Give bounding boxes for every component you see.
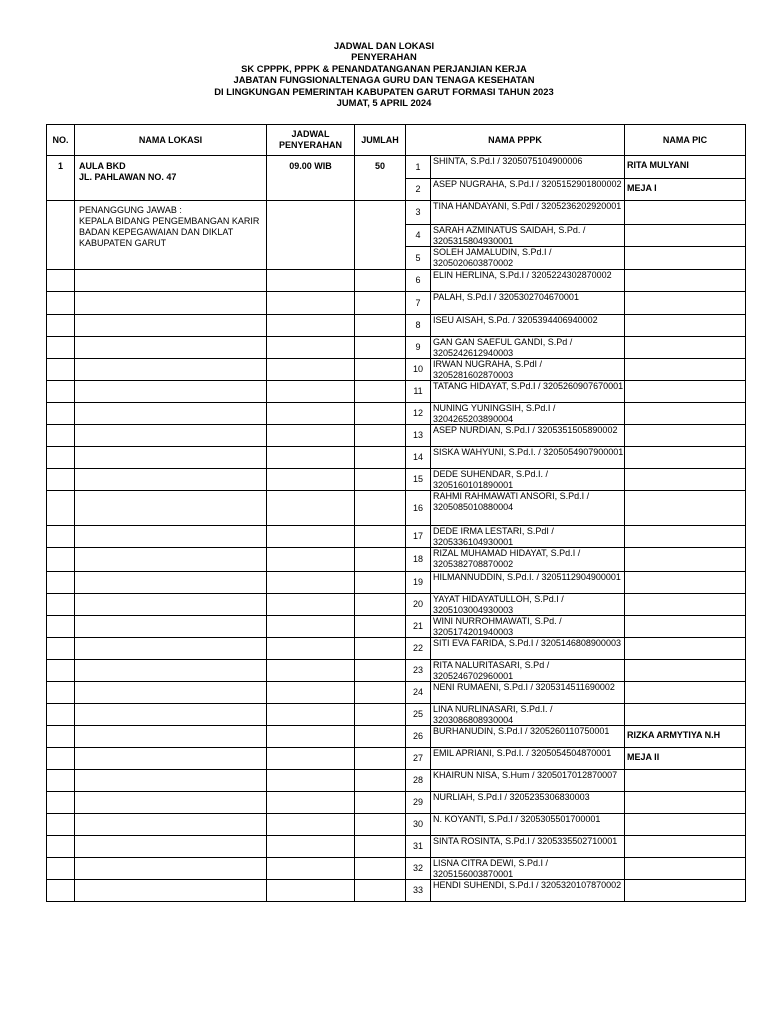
empty-cell	[355, 469, 406, 491]
empty-cell	[355, 381, 406, 403]
table-row	[47, 337, 746, 359]
empty-cell	[47, 403, 75, 425]
empty-cell	[625, 247, 746, 270]
pppk-number: 21	[406, 616, 431, 638]
empty-cell	[47, 638, 75, 660]
empty-cell	[47, 201, 75, 270]
pppk-number: 9	[406, 337, 431, 359]
empty-cell	[625, 201, 746, 225]
col-header-pic: NAMA PIC	[625, 125, 746, 156]
col-header-no: NO.	[47, 125, 75, 156]
pppk-name: SHINTA, S.Pd.I / 3205075104900006	[431, 156, 625, 179]
empty-cell	[75, 270, 267, 292]
table-row	[47, 469, 746, 491]
empty-cell	[47, 526, 75, 548]
pppk-number: 6	[406, 270, 431, 292]
empty-cell	[75, 792, 267, 814]
empty-cell	[355, 682, 406, 704]
empty-cell	[267, 315, 355, 337]
empty-cell	[47, 682, 75, 704]
table-row	[47, 270, 746, 292]
empty-cell	[47, 858, 75, 880]
pppk-name: DEDE SUHENDAR, S.Pd.I. / 3205160101890001	[431, 469, 625, 491]
empty-cell	[355, 337, 406, 359]
empty-cell	[625, 836, 746, 858]
empty-cell	[47, 594, 75, 616]
header-line-2: PENYERAHAN	[351, 51, 417, 63]
pppk-number: 2	[406, 179, 431, 201]
header-line-3: SK CPPPK, PPPK & PENANDATANGANAN PERJANJIAN KERJA	[241, 62, 527, 74]
empty-cell	[47, 770, 75, 792]
empty-cell	[355, 201, 406, 270]
pppk-number: 26	[406, 726, 431, 748]
empty-cell	[47, 447, 75, 469]
empty-cell	[75, 447, 267, 469]
empty-cell	[47, 469, 75, 491]
empty-cell	[47, 616, 75, 638]
empty-cell	[75, 359, 267, 381]
pppk-number: 1	[406, 156, 431, 179]
pppk-name: N. KOYANTI, S.Pd.I / 3205305501700001	[431, 814, 625, 836]
empty-cell	[75, 880, 267, 902]
pppk-name: HILMANNUDDIN, S.Pd.I. / 3205112904900001	[431, 572, 625, 594]
empty-cell	[75, 548, 267, 572]
empty-cell	[75, 526, 267, 548]
empty-cell	[267, 836, 355, 858]
empty-cell	[355, 638, 406, 660]
empty-cell	[47, 292, 75, 315]
pj-detail: KEPALA BIDANG PENGEMBANGAN KARIR BADAN KEPEGAWAIAN DAN DIKLAT KABUPATEN GARUT	[79, 216, 260, 248]
empty-cell	[355, 814, 406, 836]
empty-cell	[355, 292, 406, 315]
table-row	[47, 381, 746, 403]
empty-cell	[267, 425, 355, 447]
empty-cell	[625, 638, 746, 660]
empty-cell	[267, 359, 355, 381]
pppk-number: 12	[406, 403, 431, 425]
empty-cell	[267, 660, 355, 682]
pppk-name: HENDI SUHENDI, S.Pd.I / 3205320107870002	[431, 880, 625, 902]
empty-cell	[355, 858, 406, 880]
pppk-number: 28	[406, 770, 431, 792]
empty-cell	[355, 748, 406, 770]
participant-count: 50	[355, 156, 406, 201]
empty-cell	[267, 403, 355, 425]
empty-cell	[75, 491, 267, 526]
table-row	[47, 156, 746, 179]
empty-cell	[75, 814, 267, 836]
empty-cell	[47, 792, 75, 814]
empty-cell	[47, 548, 75, 572]
pppk-number: 31	[406, 836, 431, 858]
empty-cell	[625, 792, 746, 814]
empty-cell	[75, 770, 267, 792]
empty-cell	[267, 792, 355, 814]
empty-cell	[625, 425, 746, 447]
table-row	[47, 682, 746, 704]
empty-cell	[625, 526, 746, 548]
pppk-number: 4	[406, 225, 431, 247]
location-cell	[75, 156, 267, 201]
empty-cell	[75, 858, 267, 880]
header-line-5: DI LINGKUNGAN PEMERINTAH KABUPATEN GARUT FORMASI TAHUN 2023	[214, 85, 554, 97]
empty-cell	[47, 836, 75, 858]
table-row	[47, 748, 746, 770]
empty-cell	[47, 660, 75, 682]
empty-cell	[47, 270, 75, 292]
empty-cell	[47, 748, 75, 770]
col-header-jumlah: JUMLAH	[355, 125, 406, 156]
empty-cell	[267, 201, 355, 270]
empty-cell	[47, 315, 75, 337]
schedule-time: 09.00 WIB	[267, 156, 355, 201]
table-row	[47, 814, 746, 836]
location-number: 1	[47, 156, 75, 201]
pppk-name: ELIN HERLINA, S.Pd.I / 3205224302870002	[431, 270, 625, 292]
empty-cell	[267, 682, 355, 704]
empty-cell	[355, 836, 406, 858]
pppk-number: 17	[406, 526, 431, 548]
empty-cell	[75, 403, 267, 425]
empty-cell	[355, 403, 406, 425]
empty-cell	[625, 359, 746, 381]
empty-cell	[267, 381, 355, 403]
empty-cell	[625, 337, 746, 359]
pppk-number: 15	[406, 469, 431, 491]
pppk-name: PALAH, S.Pd.I / 3205302704670001	[431, 292, 625, 315]
header-line-4: JABATAN FUNGSIONALTENAGA GURU DAN TENAGA KESEHATAN	[233, 74, 535, 86]
pppk-name: KHAIRUN NISA, S.Hum / 3205017012870007	[431, 770, 625, 792]
col-header-lokasi: NAMA LOKASI	[75, 125, 267, 156]
table-row	[47, 359, 746, 381]
pppk-name: ASEP NUGRAHA, S.Pd.I / 3205152901800002	[431, 179, 625, 201]
pppk-name: YAYAT HIDAYATULLOH, S.Pd.I / 3205103004930003	[431, 594, 625, 616]
table-row	[47, 594, 746, 616]
pppk-number: 16	[406, 491, 431, 526]
empty-cell	[75, 315, 267, 337]
pppk-name: RITA NALURITASARI, S.Pd / 3205246702960001	[431, 660, 625, 682]
pppk-number: 13	[406, 425, 431, 447]
pppk-name: NURLIAH, S.Pd.I / 3205235306830003	[431, 792, 625, 814]
empty-cell	[625, 616, 746, 638]
empty-cell	[625, 225, 746, 247]
table-row	[47, 726, 746, 748]
empty-cell	[267, 814, 355, 836]
table-row	[47, 425, 746, 447]
empty-cell	[625, 660, 746, 682]
empty-cell	[625, 315, 746, 337]
empty-cell	[355, 660, 406, 682]
empty-cell	[75, 704, 267, 726]
empty-cell	[355, 447, 406, 469]
pppk-number: 5	[406, 247, 431, 270]
table-row	[47, 616, 746, 638]
pppk-name: LISNA CITRA DEWI, S.Pd.I / 3205156003870001	[431, 858, 625, 880]
location-address: JL. PAHLAWAN NO. 47	[79, 172, 177, 182]
empty-cell	[267, 748, 355, 770]
empty-cell	[267, 572, 355, 594]
empty-cell	[75, 726, 267, 748]
empty-cell	[625, 491, 746, 526]
empty-cell	[47, 381, 75, 403]
empty-cell	[75, 638, 267, 660]
empty-cell	[355, 548, 406, 572]
empty-cell	[267, 292, 355, 315]
empty-cell	[47, 491, 75, 526]
pppk-number: 3	[406, 201, 431, 225]
empty-cell	[625, 469, 746, 491]
empty-cell	[75, 425, 267, 447]
empty-cell	[267, 638, 355, 660]
pppk-number: 24	[406, 682, 431, 704]
empty-cell	[267, 526, 355, 548]
table-body	[47, 156, 746, 902]
empty-cell	[75, 748, 267, 770]
empty-cell	[267, 491, 355, 526]
pppk-name: GAN GAN SAEFUL GANDI, S.Pd / 3205242612940003	[431, 337, 625, 359]
empty-cell	[355, 704, 406, 726]
empty-cell	[75, 381, 267, 403]
table-row	[47, 792, 746, 814]
table-row	[47, 548, 746, 572]
pic-name: RIZKA ARMYTIYA N.H	[625, 726, 746, 748]
pppk-number: 11	[406, 381, 431, 403]
empty-cell	[267, 548, 355, 572]
pic-desk: MEJA I	[625, 179, 746, 201]
pppk-number: 33	[406, 880, 431, 902]
empty-cell	[75, 337, 267, 359]
empty-cell	[625, 292, 746, 315]
empty-cell	[75, 469, 267, 491]
col-header-pppk: NAMA PPPK	[406, 125, 625, 156]
empty-cell	[75, 616, 267, 638]
empty-cell	[625, 814, 746, 836]
empty-cell	[355, 270, 406, 292]
header-line-1: JADWAL DAN LOKASI	[333, 40, 435, 51]
empty-cell	[625, 447, 746, 469]
pppk-number: 8	[406, 315, 431, 337]
empty-cell	[267, 704, 355, 726]
empty-cell	[47, 814, 75, 836]
empty-cell	[625, 594, 746, 616]
pppk-name: LINA NURLINASARI, S.Pd.I. / 3203086808930004	[431, 704, 625, 726]
empty-cell	[47, 572, 75, 594]
table-row	[47, 880, 746, 902]
empty-cell	[355, 792, 406, 814]
pppk-name: SITI EVA FARIDA, S.Pd.I / 3205146808900003	[431, 638, 625, 660]
pppk-number: 32	[406, 858, 431, 880]
pppk-name: DEDE IRMA LESTARI, S.PdI / 3205336104930001	[431, 526, 625, 548]
empty-cell	[47, 880, 75, 902]
empty-cell	[267, 726, 355, 748]
empty-cell	[75, 292, 267, 315]
pppk-name: EMIL APRIANI, S.Pd.I. / 3205054504870001	[431, 748, 625, 770]
pppk-number: 18	[406, 548, 431, 572]
pppk-number: 14	[406, 447, 431, 469]
empty-cell	[625, 704, 746, 726]
empty-cell	[267, 858, 355, 880]
pppk-number: 25	[406, 704, 431, 726]
pppk-number: 10	[406, 359, 431, 381]
empty-cell	[625, 403, 746, 425]
pppk-name: RAHMI RAHMAWATI ANSORI, S.Pd.I / 3205085010880004	[431, 491, 625, 526]
empty-cell	[625, 548, 746, 572]
empty-cell	[355, 594, 406, 616]
table-row	[47, 447, 746, 469]
pppk-name: NUNING YUNINGSIH, S.Pd.I / 3204265203890004	[431, 403, 625, 425]
pppk-name: BURHANUDIN, S.Pd.I / 3205260110750001	[431, 726, 625, 748]
empty-cell	[47, 359, 75, 381]
empty-cell	[625, 381, 746, 403]
pppk-name: TATANG HIDAYAT, S.Pd.I / 3205260907670001	[431, 381, 625, 403]
table-row	[47, 526, 746, 548]
pppk-number: 27	[406, 748, 431, 770]
empty-cell	[625, 572, 746, 594]
empty-cell	[47, 726, 75, 748]
empty-cell	[355, 359, 406, 381]
pppk-name: RIZAL MUHAMAD HIDAYAT, S.Pd.I / 3205382708870002	[431, 548, 625, 572]
table-row	[47, 572, 746, 594]
table-row	[47, 638, 746, 660]
pppk-number: 7	[406, 292, 431, 315]
pppk-name: ISEU AISAH, S.Pd. / 3205394406940002	[431, 315, 625, 337]
empty-cell	[625, 880, 746, 902]
location-name: AULA BKD	[79, 161, 126, 171]
pic-desk: MEJA II	[625, 748, 746, 770]
empty-cell	[47, 337, 75, 359]
pppk-number: 30	[406, 814, 431, 836]
pppk-number: 29	[406, 792, 431, 814]
person-in-charge-note	[75, 201, 267, 270]
pppk-name: ASEP NURDIAN, S.Pd.I / 3205351505890002	[431, 425, 625, 447]
table-row	[47, 403, 746, 425]
pppk-name: IRWAN NUGRAHA, S.PdI / 3205281602870003	[431, 359, 625, 381]
empty-cell	[267, 469, 355, 491]
empty-cell	[355, 616, 406, 638]
pppk-number: 23	[406, 660, 431, 682]
pppk-name: SOLEH JAMALUDIN, S.Pd.I / 3205020603870002	[431, 247, 625, 270]
table-row	[47, 201, 746, 225]
table-row	[47, 491, 746, 526]
table-row	[47, 315, 746, 337]
empty-cell	[355, 880, 406, 902]
empty-cell	[625, 682, 746, 704]
empty-cell	[355, 770, 406, 792]
empty-cell	[75, 836, 267, 858]
empty-cell	[267, 270, 355, 292]
empty-cell	[355, 526, 406, 548]
table-header-row	[47, 125, 746, 156]
empty-cell	[75, 572, 267, 594]
table-row	[47, 770, 746, 792]
empty-cell	[75, 594, 267, 616]
empty-cell	[267, 880, 355, 902]
schedule-table	[46, 124, 746, 902]
empty-cell	[355, 572, 406, 594]
empty-cell	[267, 770, 355, 792]
empty-cell	[267, 337, 355, 359]
empty-cell	[625, 270, 746, 292]
empty-cell	[75, 682, 267, 704]
empty-cell	[267, 616, 355, 638]
table-row	[47, 292, 746, 315]
document-header	[0, 40, 768, 108]
pppk-name: TINA HANDAYANI, S.PdI / 3205236202920001	[431, 201, 625, 225]
table-row	[47, 660, 746, 682]
empty-cell	[47, 425, 75, 447]
pppk-number: 22	[406, 638, 431, 660]
empty-cell	[625, 770, 746, 792]
table-row	[47, 704, 746, 726]
header-line-6: JUMAT, 5 APRIL 2024	[336, 97, 432, 109]
col-header-jadwal: JADWAL PENYERAHAN	[267, 125, 355, 156]
empty-cell	[267, 594, 355, 616]
empty-cell	[355, 491, 406, 526]
empty-cell	[75, 660, 267, 682]
table-row	[47, 836, 746, 858]
empty-cell	[355, 425, 406, 447]
pppk-number: 20	[406, 594, 431, 616]
pppk-name: SARAH AZMINATUS SAIDAH, S.Pd. / 3205315804930001	[431, 225, 625, 247]
pic-name: RITA MULYANI	[625, 156, 746, 179]
pppk-name: WINI NURROHMAWATI, S.Pd. / 3205174201940003	[431, 616, 625, 638]
table-row	[47, 858, 746, 880]
empty-cell	[625, 858, 746, 880]
empty-cell	[355, 315, 406, 337]
empty-cell	[355, 726, 406, 748]
pppk-name: NENI RUMAENI, S.Pd.I / 3205314511690002	[431, 682, 625, 704]
pppk-name: SISKA WAHYUNI, S.Pd.I. / 3205054907900001	[431, 447, 625, 469]
pj-label: PENANGGUNG JAWAB :	[79, 205, 182, 215]
empty-cell	[267, 447, 355, 469]
pppk-number: 19	[406, 572, 431, 594]
empty-cell	[47, 704, 75, 726]
pppk-name: SINTA ROSINTA, S.Pd.I / 3205335502710001	[431, 836, 625, 858]
